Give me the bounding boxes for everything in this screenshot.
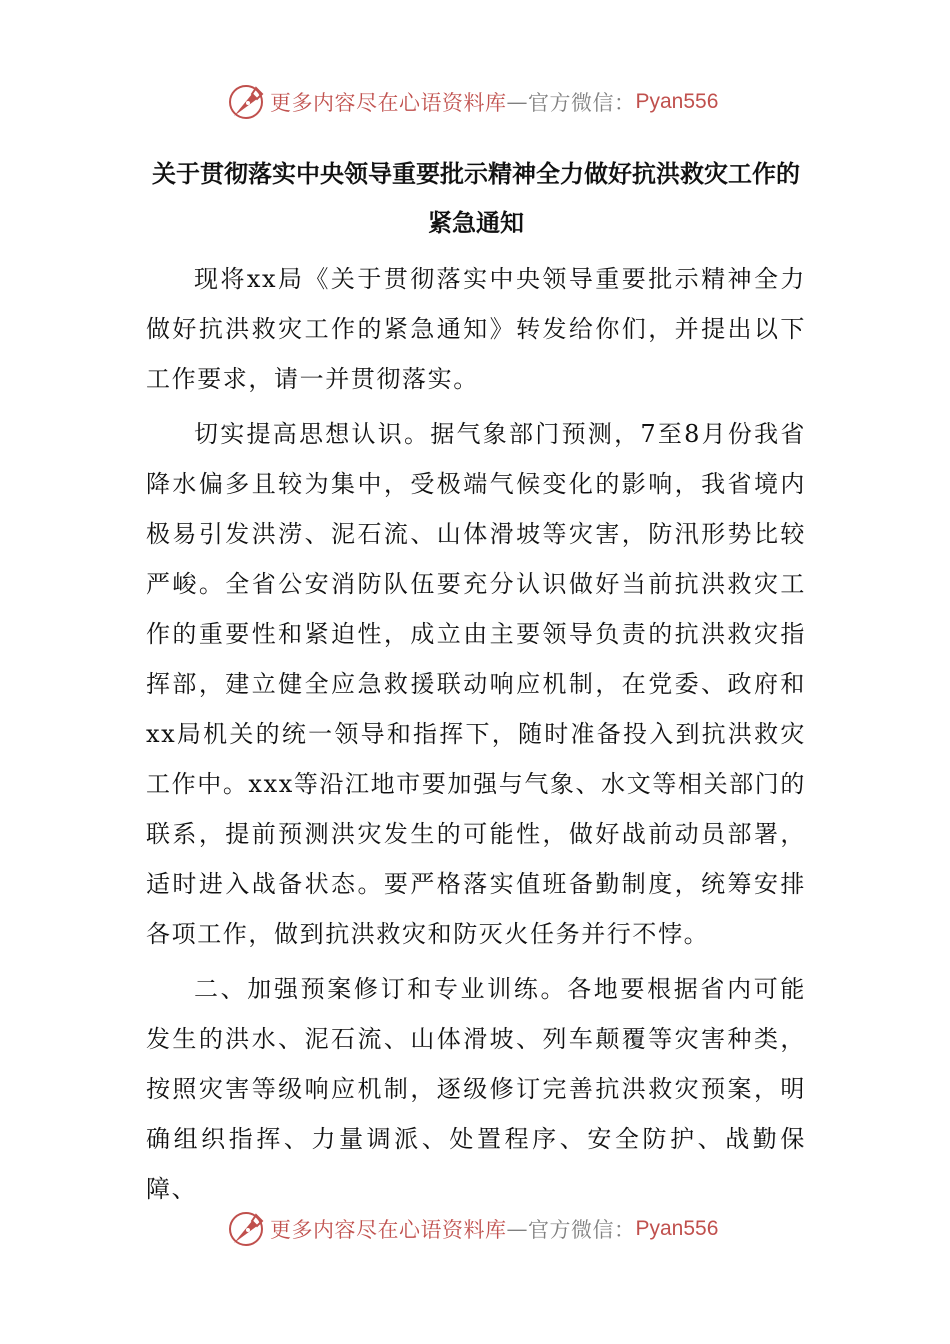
watermark-wechat-id: Pyan556 xyxy=(635,90,719,113)
paragraph-section-2: 二、加强预案修订和专业训练。各地要根据省内可能发生的洪水、泥石流、山体滑坡、列车颠覆等灾害种类，按照灾害等级响应机制，逐级修订完善抗洪救灾预案，明确组织指挥、力量调派、处置程序、安全防护、战勤保障、 xyxy=(146,975,806,1203)
pen-nib-icon xyxy=(226,1209,266,1249)
watermark-site-text: 更多内容尽在心语资料库 xyxy=(270,1218,507,1242)
paragraph-section-1: 切实提高思想认识。据气象部门预测，7至8月份我省降水偏多且较为集中，受极端气候变化的影响，我省境内极易引发洪涝、泥石流、山体滑坡等灾害，防汛形势比较严峻。全省公安消防队伍要充分认识做好当前抗洪救灾工作的重要性和紧迫性，成立由主要领导负责的抗洪救灾指挥部，建立健全应急救援联动响应机制，在党委、政府和xx局机关的统一领导和指挥下，随时准备投入到抗洪救灾工作中。xxx等沿江地市要加强与气象、水文等相关部门的联系，提前预测洪灾发生的可能性，做好战前动员部署，适时进入战备状态。要严格落实值班备勤制度，统筹安排各项工作，做到抗洪救灾和防灭火任务并行不悖。 xyxy=(146,420,806,948)
watermark-wechat-id: Pyan556 xyxy=(635,1217,719,1240)
document-title: 关于贯彻落实中央领导重要批示精神全力做好抗洪救灾工作的紧急通知 xyxy=(152,160,800,237)
paragraph-intro: 现将xx局《关于贯彻落实中央领导重要批示精神全力做好抗洪救灾工作的紧急通知》转发给你们，并提出以下工作要求，请一并贯彻落实。 xyxy=(146,265,806,393)
document-body xyxy=(146,254,806,1219)
watermark-dash: — xyxy=(506,1217,528,1241)
watermark-wechat-label: 官方微信： xyxy=(528,91,636,115)
header-watermark xyxy=(226,80,718,124)
pen-nib-icon xyxy=(226,82,266,122)
watermark-wechat-label: 官方微信： xyxy=(528,1218,636,1242)
watermark-site-text: 更多内容尽在心语资料库 xyxy=(270,91,507,115)
footer-watermark xyxy=(226,1207,718,1251)
watermark-dash: — xyxy=(506,90,528,114)
